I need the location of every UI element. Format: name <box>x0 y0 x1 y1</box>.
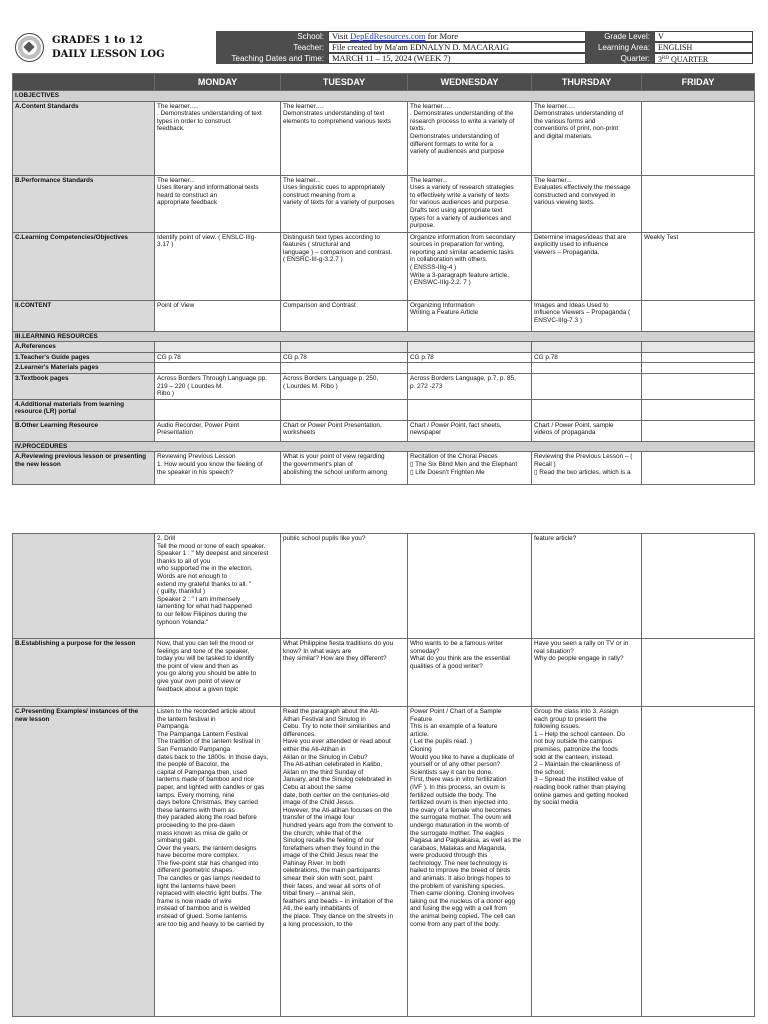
day-header-row <box>13 74 755 91</box>
school-value: Visit DepEdResources.com for More <box>328 31 586 42</box>
row-label: A.References <box>13 342 155 353</box>
cell-wednesday <box>408 534 532 639</box>
cell-friday <box>642 639 755 707</box>
cell-friday <box>642 300 755 331</box>
cell-thursday: Group the class into 3. Assign each group to present the following issues. 1 – Help the school canteen. Do not buy outside the campus premises, patronize the foods sold at the canteen, instead. 2 – Maintain the cleanliness of the school. 3 – Spread the instilled value of reading book rather than playing online games and getting hooked by social media <box>532 707 642 1017</box>
cell-thursday: Reviewing the Previous Lesson – ( Recall ) ▯ Read the two articles, which is a <box>532 452 642 485</box>
cell-friday <box>642 342 755 353</box>
deped-seal-logo <box>15 33 44 62</box>
row-label: A.Content Standards <box>13 101 155 175</box>
dates-value: MARCH 11 – 15, 2024 (WEEK 7) <box>328 53 586 64</box>
row-label: B.Establishing a purpose for the lesson <box>13 639 155 707</box>
cell-thursday: Have you seen a rally on TV or in real situation? Why do people engage in rally? <box>532 639 642 707</box>
cell-monday: Audio Recorder, Power Point Presentation <box>155 420 281 441</box>
cell-tuesday: Read the paragraph about the Ati- Athan Festival and Sinulog in Cebu. Try to note their similarities and differences. Have you ever attended or read about either the Ati-Atihan in Aklan or the Sinulog in Cebu? The Ati-atihan celebrated in Kalibo, Aklan on the third Sunday of January, and the Sinulog celebrated in Cebu at about the same date, both center on the centuries-old image of the Child Jesus. However, the Ati-atihan focuses on the transfer of the image four hundred years ago from the convent to the church; while that of the Sinulog recalls the feeling of our forefathers when they found in the image of the Child Jesus near the Pahinay River. In both celebrations, the main participants smear their skin with soot, paint their faces, and wear all sorts of of tribal finery – animal skin, feathers and beads – in imitation of the Ati, the early inhabitants of the place. They dance on the streets in a long procession, to the <box>281 707 408 1017</box>
table-row <box>13 420 755 441</box>
cell-monday: Listen to the recorded article about the lantern festival in Pampanga. The Pampanga Lantern Festival The tradition of the lantern festival in San Fernando Pampanga dates back to the 1800s. In those days, the people of Bacolor, the capital of Pampanga then, used lanterns made of bamboo and rice paper, and lighted with candles or gas lamps. Every morning, nine days before Christmas, they carried these lanterns with them as they paraded along the road before proceeding to the pre-dawn mass known as misa de gallo or simbang gabi. Over the years, the lantern designs have become more complex. The five-point star has changed into different geometric shapes. The candles or gas lamps needed to light the lanterns have been replaced with electric light bulbs. The frame is now made of wire instead of bamboo and is welded instead of glued. Some lanterns are too big and heavy to be carried by <box>155 707 281 1017</box>
day-header-thursday: THURSDAY <box>532 74 642 91</box>
row-label: A.Reviewing previous lesson or presenting the new lesson <box>13 452 155 485</box>
depedresources-link[interactable]: DepEdResources.com <box>350 31 426 41</box>
row-label <box>13 534 155 639</box>
section-row <box>13 441 755 452</box>
cell-friday <box>642 373 755 399</box>
cell-thursday <box>532 399 642 420</box>
table-row <box>13 232 755 300</box>
row-label: 2.Learner's Materials pages <box>13 363 155 374</box>
cell-tuesday: CG p.78 <box>281 352 408 363</box>
cell-wednesday: Who wants to be a famous writer someday? What do you think are the essential qualities of a good writer? <box>408 639 532 707</box>
quarter-value: 3RD QUARTER <box>654 53 753 64</box>
cell-friday <box>642 363 755 374</box>
cell-friday <box>642 452 755 485</box>
lesson-log-table-page2 <box>12 533 755 1017</box>
row-label: C.Learning Competencies/Objectives <box>13 232 155 300</box>
cell-friday <box>642 534 755 639</box>
section-row <box>13 331 755 342</box>
grade-level-value: V <box>654 31 753 42</box>
cell-monday: 2. Drill Tell the mood or tone of each speaker. Speaker 1 : " My deepest and sincerest thanks to all of you who supported me in the election. Words are not enough to extend my grateful thanks to all. " ( guilty, thankful ) Speaker 2 : " I am immensely lamenting for what had happened to our fellow Filipinos during the typhoon Yolanda." <box>155 534 281 639</box>
teacher-value: File created by Ma'am EDNALYN D. MACARAIG <box>328 42 586 53</box>
cell-friday <box>642 352 755 363</box>
cell-wednesday: The learner... Uses a variety of research strategies to effectively write a variety of texts for various audiences and purpose. Drafts text using appropriate text types for a variety of audiences and purpose. <box>408 175 532 232</box>
header-blank <box>13 74 155 91</box>
cell-thursday: feature article? <box>532 534 642 639</box>
cell-monday <box>155 342 281 353</box>
row-label: II.CONTENT <box>13 300 155 331</box>
cell-friday <box>642 420 755 441</box>
day-header-friday: FRIDAY <box>642 74 755 91</box>
table-row <box>13 373 755 399</box>
teacher-label: Teacher: <box>216 42 328 53</box>
cell-thursday <box>532 342 642 353</box>
section-heading: III.LEARNING RESOURCES <box>13 331 755 342</box>
cell-friday <box>642 101 755 175</box>
table-row <box>13 452 755 485</box>
cell-tuesday <box>281 363 408 374</box>
table-row <box>13 101 755 175</box>
cell-thursday: Chart / Power Point, sample videos of propaganda <box>532 420 642 441</box>
cell-tuesday: Comparison and Contrast <box>281 300 408 331</box>
cell-tuesday: The learner... Uses linguistic cues to appropriately construct meaning from a variety of texts for a variety of purposes <box>281 175 408 232</box>
cell-wednesday: Across Borders Language, p.7, p. 85, p. 272 -273 <box>408 373 532 399</box>
cell-thursday: Determine images/ideas that are explicitly used to influence viewers – Propaganda. <box>532 232 642 300</box>
school-label: School: <box>216 31 328 42</box>
table-row <box>13 399 755 420</box>
cell-wednesday <box>408 399 532 420</box>
cell-wednesday: Organizing Information Writing a Feature Article <box>408 300 532 331</box>
cell-tuesday: What is your point of view regarding the government's plan of abolishing the school uniform among <box>281 452 408 485</box>
row-label: 3.Textbook pages <box>13 373 155 399</box>
row-label: B.Performance Standards <box>13 175 155 232</box>
cell-friday: Weekly Test <box>642 232 755 300</box>
learning-area-label: Learning Area: <box>586 42 654 53</box>
section-row <box>13 91 755 102</box>
lesson-log-header <box>12 31 753 66</box>
cell-friday <box>642 175 755 232</box>
cell-wednesday <box>408 363 532 374</box>
cell-tuesday <box>281 399 408 420</box>
table-row <box>13 363 755 374</box>
cell-wednesday: Chart / Power Point, fact sheets, newspaper <box>408 420 532 441</box>
table-row <box>13 639 755 707</box>
cell-monday <box>155 363 281 374</box>
dates-label: Teaching Dates and Time: <box>216 53 328 64</box>
table-row <box>13 352 755 363</box>
cell-monday: Now, that you can tell the mood or feelings and tone of the speaker, today you will be tasked to identify the point of view and then as you go along you should be able to give your own point of view or feedback about a given topic <box>155 639 281 707</box>
table-row <box>13 300 755 331</box>
table-row <box>13 707 755 1017</box>
cell-monday: Identify point of view. ( ENSLC-IIIg- 3.17 ) <box>155 232 281 300</box>
table-row <box>13 342 755 353</box>
cell-monday: The learner... Uses literary and informational texts heard to construct an appropriate feedback <box>155 175 281 232</box>
table-row <box>13 534 755 639</box>
cell-monday: The learner…. . Demonstrates understanding of text types in order to construct feedback. <box>155 101 281 175</box>
cell-thursday <box>532 363 642 374</box>
section-heading: IV.PROCEDURES <box>13 441 755 452</box>
cell-friday <box>642 399 755 420</box>
cell-wednesday: Recitation of the Choral Pieces ▯ The Six Blind Men and the Elephant ▯ Life Doesn't Frighten Me <box>408 452 532 485</box>
cell-thursday: Images and Ideas Used to Influence Viewers – Propaganda ( ENSVC-IIIg-7.3 ) <box>532 300 642 331</box>
cell-tuesday: What Philippine fiesta traditions do you know? In what ways are they similar? How are they different? <box>281 639 408 707</box>
cell-monday: Point of View <box>155 300 281 331</box>
day-header-tuesday: TUESDAY <box>281 74 408 91</box>
cell-wednesday: Organize information from secondary sources in preparation for writing, reporting and similar academic tasks in collaboration with others. ( ENSSS-IIIg-4 ) Write a 3-paragraph feature article. ( ENSWC-IIIg-2.2. 7 ) <box>408 232 532 300</box>
cell-thursday <box>532 373 642 399</box>
cell-monday: CG p.78 <box>155 352 281 363</box>
cell-tuesday: public school pupils like you? <box>281 534 408 639</box>
cell-tuesday: Chart or Power Point Presentation, worksheets <box>281 420 408 441</box>
learning-area-value: ENGLISH <box>654 42 753 53</box>
row-label: 1.Teacher's Guide pages <box>13 352 155 363</box>
cell-monday: Across Borders Through Language pp. 219 – 220 ( Lourdes M. Ribo ) <box>155 373 281 399</box>
document-title: GRADES 1 to 12 DAILY LESSON LOG <box>52 35 165 60</box>
cell-wednesday: CG p.78 <box>408 352 532 363</box>
row-label: C.Presenting Examples/ instances of the new lesson <box>13 707 155 1017</box>
quarter-label: Quarter: <box>586 53 654 64</box>
cell-thursday: The learner…. Demonstrates understanding of the various forms and conventions of print, non-print and digital materials. <box>532 101 642 175</box>
day-header-wednesday: WEDNESDAY <box>408 74 532 91</box>
lesson-log-table-page1 <box>12 73 755 485</box>
row-label: 4.Additional materials from learning resource (LR) portal <box>13 399 155 420</box>
cell-wednesday: Power Point / Chart of a Sample Feature This is an example of a feature article. ( Let the pupils read. ) Cloning Would you like to have a duplicate of yourself or of any other person? Scientists say it can be done. First, there was in vitro fertilization (IVF ). In this process, an ovum is fertilized outside the body. The fertilized ovum is then injected into the ovary of a female who becomes the surrogate mother. The ovum will undergo maturation in the womb of the surrogate mother. The eagles Pagasa and Pagkakaisa, as well as the carabaos, Malakas and Maganda, were produced through this technology. The new technology is hailed to improve the breed of birds and animals. It also brings hopes to the problem of vanishing species. Then came cloning. Cloning involves taking out the nucleus of a donor egg and fusing the egg with a cell from the animal being copied. The cell can come from any part of the body. <box>408 707 532 1017</box>
header-row-school <box>216 31 753 42</box>
cell-wednesday: The learner…. . Demonstrates understanding of the research process to write a variety of texts. Demonstrates understanding of different formats to write for a variety of audiences and purpose <box>408 101 532 175</box>
header-row-teacher <box>216 42 753 53</box>
header-row-dates <box>216 53 753 64</box>
section-heading: I.OBJECTIVES <box>13 91 755 102</box>
cell-monday <box>155 399 281 420</box>
grade-level-label: Grade Level: <box>586 31 654 42</box>
cell-thursday: The learner... Evaluates effectively the message constructed and conveyed in various viewing texts. <box>532 175 642 232</box>
cell-thursday: CG p.78 <box>532 352 642 363</box>
day-header-monday: MONDAY <box>155 74 281 91</box>
cell-tuesday: Across Borders Language p. 250, ( Lourdes M. Ribo ) <box>281 373 408 399</box>
cell-monday: Reviewing Previous Lesson 1. How would you know the feeling of the speaker in his speech? <box>155 452 281 485</box>
cell-tuesday: The learner…. Demonstrates understanding of text elements to comprehend various texts <box>281 101 408 175</box>
cell-tuesday: Distinguish text types according to features ( structural and language ) – comparison and contrast. ( ENSRC-III-g-3.2.7 ) <box>281 232 408 300</box>
cell-wednesday <box>408 342 532 353</box>
cell-friday <box>642 707 755 1017</box>
table-row <box>13 175 755 232</box>
row-label: B.Other Learning Resource <box>13 420 155 441</box>
cell-tuesday <box>281 342 408 353</box>
